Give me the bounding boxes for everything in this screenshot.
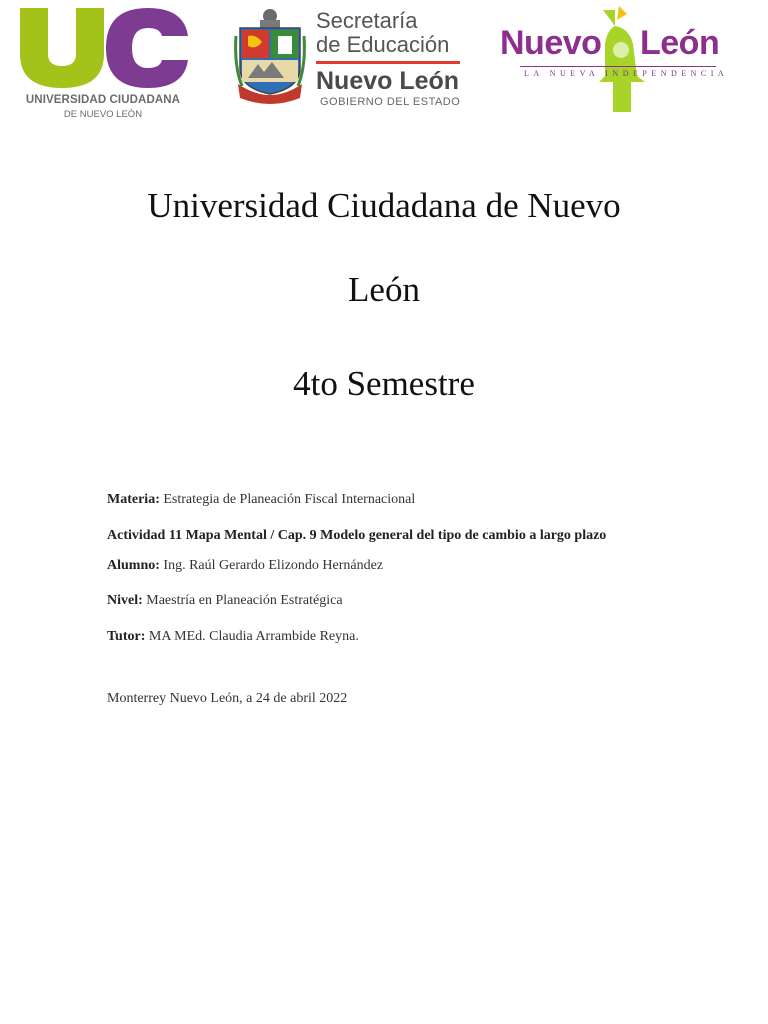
alumno-label: Alumno:: [107, 558, 160, 573]
alumno-row: [107, 557, 383, 575]
title-university: Universidad Ciudadana de Nuevo: [147, 186, 621, 225]
secretaria-divider: [316, 61, 460, 64]
title-university-cont: León: [348, 270, 420, 309]
date-line: Monterrey Nuevo León, a 24 de abril 2022: [107, 691, 348, 706]
alumno-value: Ing. Raúl Gerardo Elizondo Hernández: [163, 558, 384, 573]
nivel-row: [107, 592, 343, 610]
nuevo-leon-word1: Nuevo: [500, 24, 602, 62]
materia-label: Materia:: [107, 492, 160, 507]
secretaria-line1: Secretaría: [316, 8, 418, 33]
secretaria-logo: [316, 10, 466, 110]
uc-letters-icon: [14, 8, 192, 88]
header-logos: [0, 0, 768, 130]
nivel-label: Nivel:: [107, 593, 143, 608]
nivel-value: Maestría en Planeación Estratégica: [146, 593, 343, 608]
nuevo-leon-word2: León: [640, 24, 720, 62]
secretaria-line4: GOBIERNO DEL ESTADO: [320, 96, 461, 108]
secretaria-line2: de Educación: [316, 32, 450, 57]
uc-logo: [14, 8, 192, 120]
tutor-label: Tutor:: [107, 629, 146, 644]
uc-subtitle: DE NUEVO LEÓN: [63, 109, 143, 120]
actividad-row: Actividad 11 Mapa Mental / Cap. 9 Modelo general del tipo de cambio a largo plazo: [107, 528, 607, 543]
materia-row: [107, 491, 415, 509]
state-coat-of-arms-icon: [234, 6, 306, 104]
nuevo-leon-logo: [498, 4, 729, 114]
secretaria-line3: Nuevo León: [316, 67, 460, 95]
title-semester: 4to Semestre: [293, 364, 475, 403]
nuevo-leon-divider: [520, 66, 716, 67]
nuevo-leon-tagline: LA NUEVA INDEPENDENCIA: [524, 69, 729, 78]
uc-name: UNIVERSIDAD CIUDADANA: [25, 94, 181, 106]
tutor-row: [107, 628, 359, 646]
tutor-value: MA MEd. Claudia Arrambide Reyna.: [148, 629, 359, 644]
materia-value: Estrategia de Planeación Fiscal Internacional: [163, 492, 416, 507]
